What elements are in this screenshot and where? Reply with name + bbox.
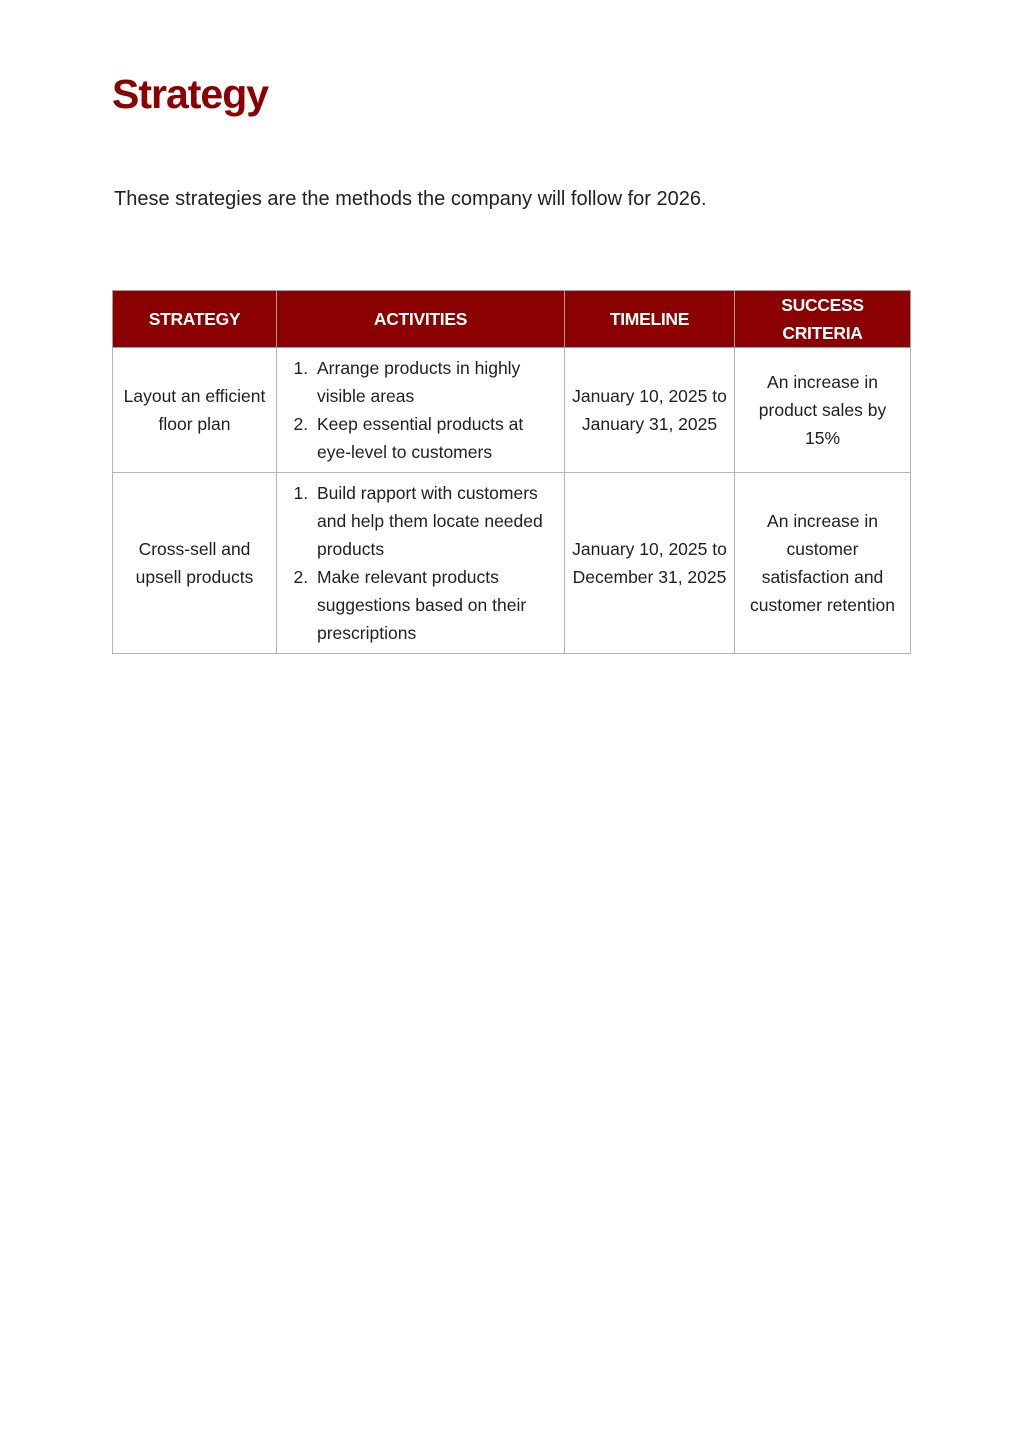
page-title: Strategy <box>112 71 269 117</box>
activity-item: 1. Build rapport with customers and help them locate needed products <box>313 479 556 563</box>
activity-item: 2. Make relevant products suggestions based on their prescriptions <box>313 563 556 647</box>
success-criteria-cell: An increase in customer satisfaction and customer retention <box>735 473 911 654</box>
header-activities: ACTIVITIES <box>277 291 565 348</box>
header-row <box>113 291 911 348</box>
success-criteria-cell: An increase in product sales by 15% <box>735 348 911 473</box>
activity-item: 1. Arrange products in highly visible areas <box>313 354 556 410</box>
header-strategy: STRATEGY <box>113 291 277 348</box>
activities-cell <box>277 473 565 654</box>
table-row <box>113 473 911 654</box>
timeline-cell: January 10, 2025 to December 31, 2025 <box>565 473 735 654</box>
table-body <box>113 348 911 654</box>
table-header <box>113 291 911 348</box>
header-timeline: TIMELINE <box>565 291 735 348</box>
header-success-criteria: SUCCESS CRITERIA <box>735 291 911 348</box>
activity-list <box>283 479 556 647</box>
table-row <box>113 348 911 473</box>
activity-item: 2. Keep essential products at eye-level to customers <box>313 410 556 466</box>
activity-list <box>283 354 556 466</box>
timeline-cell: January 10, 2025 to January 31, 2025 <box>565 348 735 473</box>
activities-cell <box>277 348 565 473</box>
strategy-table <box>112 290 911 654</box>
strategy-cell: Layout an efficient floor plan <box>113 348 277 473</box>
strategy-cell: Cross-sell and upsell products <box>113 473 277 654</box>
intro-paragraph: These strategies are the methods the company will follow for 2026. <box>114 188 707 210</box>
